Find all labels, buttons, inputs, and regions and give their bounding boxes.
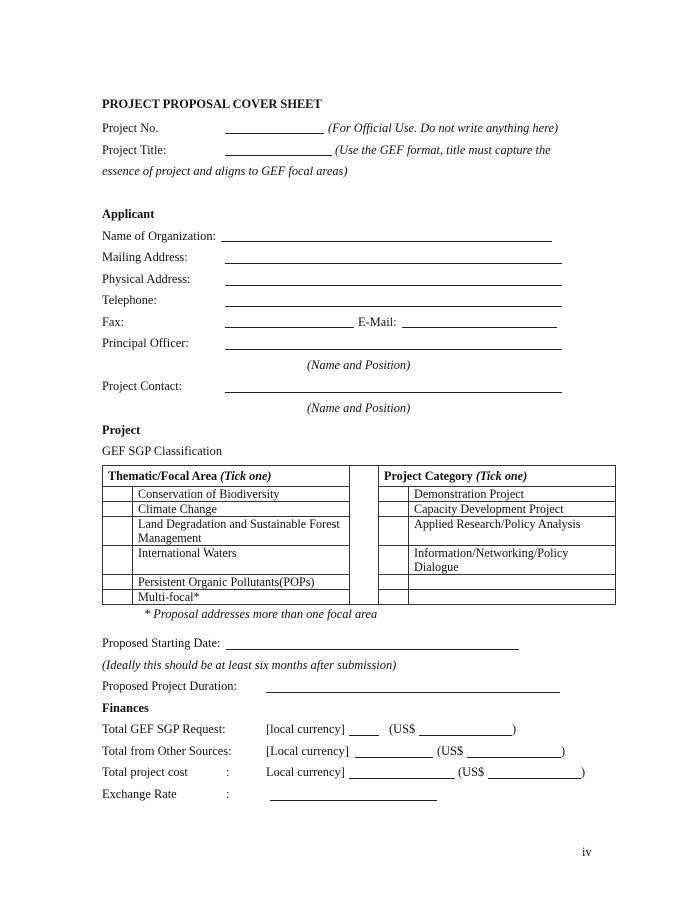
gef-request-usd-label: (US$ bbox=[389, 722, 416, 736]
starting-date-label: Proposed Starting Date: bbox=[102, 636, 221, 650]
duration-field[interactable] bbox=[266, 691, 560, 693]
finances-heading: Finances bbox=[102, 701, 149, 715]
other-sources-close: ) bbox=[561, 744, 566, 758]
principal-officer-hint: (Name and Position) bbox=[307, 358, 411, 372]
project-title-label: Project Title: bbox=[102, 143, 167, 157]
project-heading: Project bbox=[102, 423, 141, 437]
gef-request-local-field[interactable] bbox=[349, 734, 379, 736]
project-no-field[interactable] bbox=[225, 132, 324, 134]
other-sources-usd-field[interactable] bbox=[467, 756, 561, 758]
fax-label: Fax: bbox=[102, 315, 125, 329]
category-checkbox[interactable] bbox=[379, 575, 409, 590]
organization-field[interactable] bbox=[221, 240, 552, 242]
category-checkbox[interactable] bbox=[379, 517, 409, 546]
project-title-note-cont: essence of project and aligns to GEF focal areas) bbox=[102, 164, 348, 178]
total-cost-local-field[interactable] bbox=[349, 777, 455, 779]
other-sources-currency: [Local currency] bbox=[266, 744, 349, 758]
mailing-address-label: Mailing Address: bbox=[102, 250, 188, 264]
thematic-checkbox[interactable] bbox=[103, 546, 133, 575]
telephone-label: Telephone: bbox=[102, 293, 157, 307]
category-checkbox[interactable] bbox=[379, 487, 409, 502]
page-title: PROJECT PROPOSAL COVER SHEET bbox=[102, 97, 322, 111]
thematic-checkbox[interactable] bbox=[103, 517, 133, 546]
email-label: E-Mail: bbox=[358, 315, 397, 329]
fax-field[interactable] bbox=[225, 326, 354, 328]
organization-label: Name of Organization: bbox=[102, 229, 217, 243]
physical-address-field[interactable] bbox=[225, 284, 562, 286]
thematic-option: Land Degradation and Sustainable Forest Management bbox=[133, 517, 350, 546]
category-checkbox[interactable] bbox=[379, 590, 409, 605]
thematic-option: International Waters bbox=[133, 546, 350, 575]
project-contact-hint: (Name and Position) bbox=[307, 401, 411, 415]
thematic-option: Conservation of Biodiversity bbox=[133, 487, 350, 502]
gef-request-currency: [local currency] bbox=[266, 722, 345, 736]
total-cost-close: ) bbox=[581, 765, 586, 779]
thematic-header: Thematic/Focal Area (Tick one) bbox=[103, 466, 350, 487]
exchange-rate-colon: : bbox=[226, 787, 230, 801]
exchange-rate-label: Exchange Rate bbox=[102, 787, 177, 801]
other-sources-local-field[interactable] bbox=[355, 756, 433, 758]
category-option bbox=[409, 590, 616, 605]
category-checkbox[interactable] bbox=[379, 502, 409, 517]
total-cost-usd-label: (US$ bbox=[458, 765, 485, 779]
project-title-note: (Use the GEF format, title must capture the bbox=[335, 143, 551, 157]
project-no-label: Project No. bbox=[102, 121, 159, 135]
thematic-option: Persistent Organic Pollutants(POPs) bbox=[133, 575, 350, 590]
exchange-rate-field[interactable] bbox=[270, 799, 437, 801]
project-title-field[interactable] bbox=[225, 154, 332, 156]
gef-request-close: ) bbox=[512, 722, 517, 736]
category-option bbox=[409, 575, 616, 590]
other-sources-usd-label: (US$ bbox=[437, 744, 464, 758]
thematic-checkbox[interactable] bbox=[103, 590, 133, 605]
thematic-option: Multi-focal* bbox=[133, 590, 350, 605]
telephone-field[interactable] bbox=[225, 305, 562, 307]
other-sources-label: Total from Other Sources: bbox=[102, 744, 232, 758]
thematic-checkbox[interactable] bbox=[103, 502, 133, 517]
gef-request-label: Total GEF SGP Request: bbox=[102, 722, 226, 736]
mailing-address-field[interactable] bbox=[225, 262, 562, 264]
physical-address-label: Physical Address: bbox=[102, 272, 191, 286]
gef-request-usd-field[interactable] bbox=[419, 734, 512, 736]
category-header: Project Category (Tick one) bbox=[379, 466, 616, 487]
project-no-note: (For Official Use. Do not write anything here) bbox=[328, 121, 559, 135]
category-option: Applied Research/Policy Analysis bbox=[409, 517, 616, 546]
table-footnote: * Proposal addresses more than one focal area bbox=[144, 607, 378, 621]
category-option: Capacity Development Project bbox=[409, 502, 616, 517]
email-field[interactable] bbox=[402, 326, 557, 328]
total-cost-label: Total project cost bbox=[102, 765, 188, 779]
thematic-option: Climate Change bbox=[133, 502, 350, 517]
project-contact-field[interactable] bbox=[225, 391, 562, 393]
classification-label: GEF SGP Classification bbox=[102, 444, 223, 458]
starting-date-field[interactable] bbox=[226, 648, 519, 650]
starting-date-note: (Ideally this should be at least six months after submission) bbox=[102, 658, 397, 672]
total-cost-usd-field[interactable] bbox=[488, 777, 581, 779]
category-option: Demonstration Project bbox=[409, 487, 616, 502]
category-option: Information/Networking/Policy Dialogue bbox=[409, 546, 616, 575]
thematic-checkbox[interactable] bbox=[103, 487, 133, 502]
classification-table bbox=[102, 465, 616, 605]
total-cost-colon: : bbox=[226, 765, 230, 779]
duration-label: Proposed Project Duration: bbox=[102, 679, 237, 693]
project-contact-label: Project Contact: bbox=[102, 379, 183, 393]
thematic-checkbox[interactable] bbox=[103, 575, 133, 590]
table-gap bbox=[350, 466, 379, 605]
principal-officer-field[interactable] bbox=[225, 348, 562, 350]
applicant-heading: Applicant bbox=[102, 207, 155, 221]
category-checkbox[interactable] bbox=[379, 546, 409, 575]
principal-officer-label: Principal Officer: bbox=[102, 336, 189, 350]
total-cost-currency: Local currency] bbox=[266, 765, 345, 779]
page-number: iv bbox=[582, 845, 592, 859]
